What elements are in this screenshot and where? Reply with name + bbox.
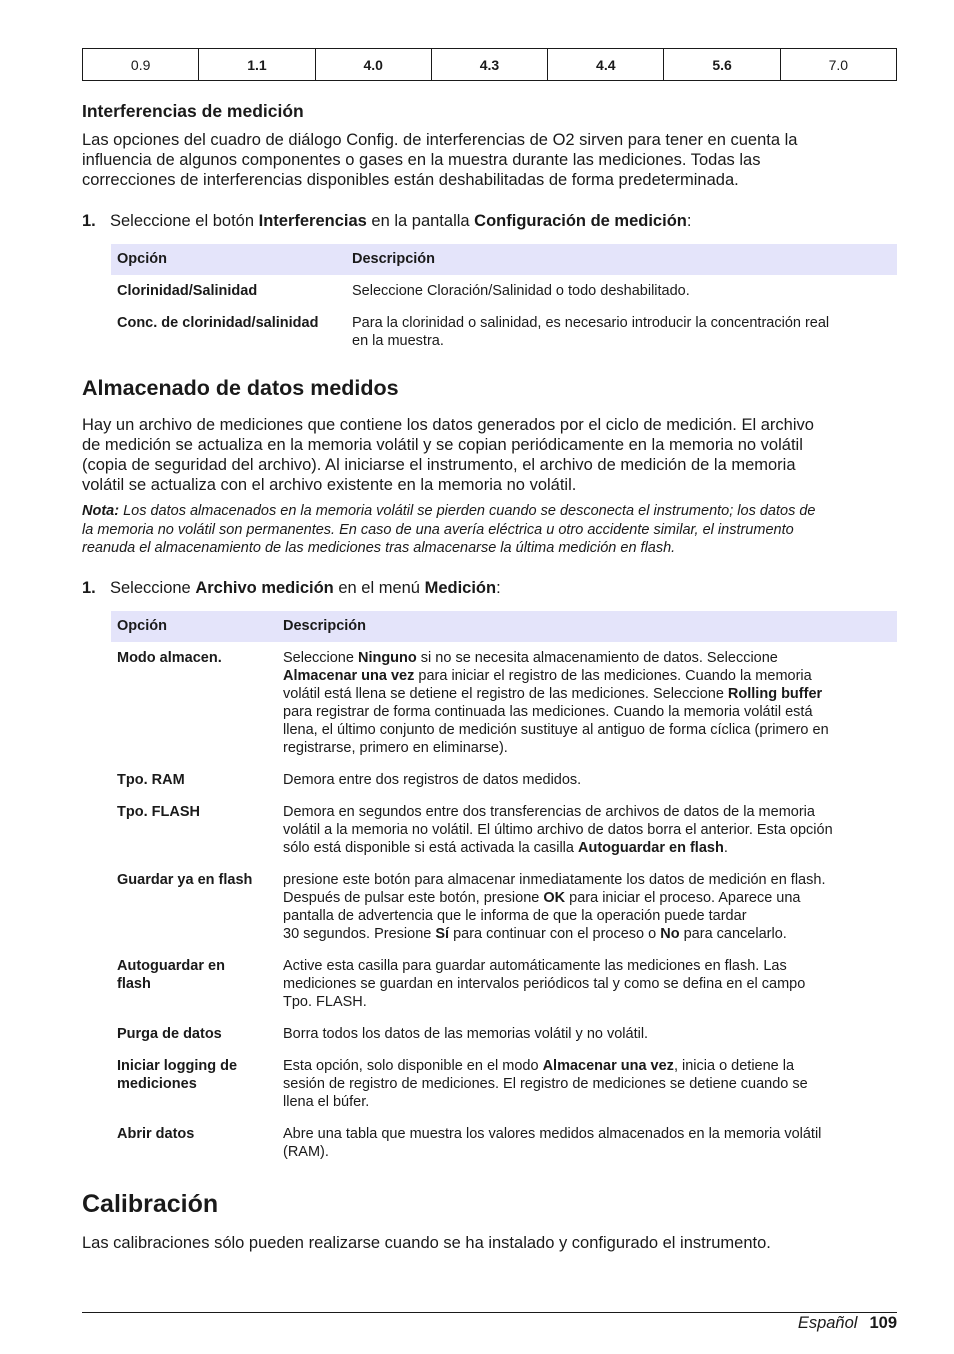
text-segment: para continuar con el proceso o [449, 926, 661, 942]
option-name: Conc. de clorinidad/salinidad [117, 315, 319, 331]
text-segment: , inicia o detiene la [673, 1058, 795, 1074]
value-cell: 4.3 [431, 49, 547, 81]
interferences-option-table [111, 244, 897, 357]
text-line: Iniciar logging de [117, 1058, 238, 1074]
text-segment: 30 segundos. Presione [283, 926, 436, 942]
text-line [283, 685, 891, 703]
text-line [283, 975, 891, 993]
text-line: correcciones de interferencias disponibles están deshabilitadas de forma predeterminada. [82, 171, 739, 189]
page-footer [798, 1313, 897, 1333]
text-line: influencia de algunos componentes o gases en la muestra durante las mediciones. Todas las [82, 151, 761, 169]
text-segment: Borra todos los datos de las memorias volátil y no volátil. [283, 1026, 649, 1042]
step-number: 1. [82, 212, 96, 230]
text-segment: sesión de registro de mediciones. El registro de mediciones se detiene cuando se [283, 1076, 808, 1092]
column-header: Descripción [346, 244, 897, 275]
text-line [283, 1075, 891, 1093]
text-line: mediciones [117, 1076, 197, 1092]
text-segment: (RAM). [283, 1144, 329, 1160]
bold-term: Rolling buffer [727, 686, 823, 702]
text-line [283, 703, 891, 721]
text-line [283, 889, 891, 907]
table-row [111, 864, 897, 950]
text-segment: para registrar de forma continuada las mediciones. Cuando la memoria volátil está [283, 704, 813, 720]
value-cell: 4.0 [315, 49, 431, 81]
text-line [283, 993, 891, 1011]
table-header-row [111, 244, 897, 275]
text-line [283, 771, 891, 789]
table-row [111, 642, 897, 764]
text-line: Para la clorinidad o salinidad, es necesario introducir la concentración real [352, 315, 830, 331]
calibration-paragraph: Las calibraciones sólo pueden realizarse cuando se ha instalado y configurado el instrumento. [82, 1234, 771, 1252]
text-line: en la muestra. [352, 333, 444, 349]
text-segment: para iniciar el registro de las mediciones. Cuando la memoria [414, 668, 812, 684]
text-line: Las opciones del cuadro de diálogo Config. de interferencias de O2 sirven para tener en cuenta la [82, 131, 798, 149]
text-line [283, 1025, 891, 1043]
option-description [277, 1118, 897, 1168]
text-segment: para cancelarlo. [679, 926, 787, 942]
text-line: Tpo. FLASH [117, 804, 200, 820]
storage-paragraph [82, 415, 897, 495]
column-header: Descripción [277, 611, 897, 642]
option-name [111, 796, 277, 864]
text-line [283, 907, 891, 925]
table-row [111, 796, 897, 864]
option-description [277, 864, 897, 950]
text-segment: mediciones se guardan en intervalos periódicos tal y como se defina en el campo [283, 976, 806, 992]
text-segment: volátil está llena se detiene el registro de las mediciones. Seleccione [283, 686, 728, 702]
text-line [283, 1143, 891, 1161]
text-segment: . [723, 840, 728, 856]
table-row [111, 275, 897, 307]
bold-term: Autoguardar en flash [578, 840, 724, 856]
interferences-step [82, 211, 897, 231]
option-description [346, 307, 897, 357]
step-text: Seleccione [110, 579, 196, 597]
note-text: Los datos almacenados en la memoria volátil se pierden cuando se desconecta el instrumento; los datos de [119, 503, 816, 519]
text-line [283, 957, 891, 975]
table-row [111, 307, 897, 357]
step-bold: Configuración de medición [474, 212, 687, 230]
footer-divider [82, 1312, 897, 1313]
text-segment: sólo está disponible si está activada la casilla [283, 840, 578, 856]
step-text: en el menú [333, 579, 425, 597]
value-cell: 4.4 [548, 49, 664, 81]
storage-heading: Almacenado de datos medidos [82, 376, 399, 400]
text-line: Autoguardar en [117, 958, 225, 974]
bold-term: Ninguno [357, 650, 417, 666]
table-row [111, 950, 897, 1018]
option-name [111, 1118, 277, 1168]
text-segment: para iniciar el proceso. Aparece una [565, 890, 801, 906]
text-line [283, 649, 891, 667]
page-number: 109 [869, 1314, 897, 1332]
table-row [111, 1018, 897, 1050]
column-header: Opción [111, 244, 346, 275]
text-line [283, 721, 891, 739]
text-line: Modo almacen. [117, 650, 222, 666]
option-name [111, 950, 277, 1018]
value-table [82, 48, 897, 81]
bold-term: No [660, 926, 680, 942]
text-line: la memoria no volátil son permanentes. En caso de una avería eléctrica u otro accidente similar, el instrumento [82, 521, 794, 538]
bold-term: Almacenar una vez [542, 1058, 674, 1074]
storage-step [82, 578, 897, 598]
option-name [111, 642, 277, 764]
step-bold: Archivo medición [195, 579, 334, 597]
text-line [283, 1093, 891, 1111]
text-segment: presione este botón para almacenar inmediatamente los datos de medición en flash. [283, 872, 826, 888]
option-description [346, 275, 897, 307]
option-name [111, 764, 277, 796]
option-description [277, 950, 897, 1018]
option-description [277, 642, 897, 764]
text-segment: si no se necesita almacenamiento de datos. Seleccione [416, 650, 778, 666]
text-segment: Abre una tabla que muestra los valores medidos almacenados en la memoria volátil [283, 1126, 822, 1142]
value-row [83, 49, 897, 81]
text-line: Tpo. RAM [117, 772, 185, 788]
value-cell: 5.6 [664, 49, 780, 81]
text-line: Seleccione Cloración/Salinidad o todo deshabilitado. [352, 283, 690, 299]
text-segment: Active esta casilla para guardar automáticamente las mediciones en flash. Las [283, 958, 787, 974]
text-segment: Después de pulsar este botón, presione [283, 890, 544, 906]
table-row [111, 1050, 897, 1118]
text-segment: Demora en segundos entre dos transferencias de archivos de datos de la memoria [283, 804, 815, 820]
text-segment: Seleccione [283, 650, 358, 666]
option-description [277, 796, 897, 864]
option-name [111, 864, 277, 950]
text-line [283, 871, 891, 889]
text-segment: Demora entre dos registros de datos medidos. [283, 772, 582, 788]
value-cell: 1.1 [199, 49, 315, 81]
step-bold: Medición [424, 579, 497, 597]
option-name: Clorinidad/Salinidad [117, 283, 258, 299]
text-line [283, 839, 891, 857]
text-line [283, 739, 891, 757]
column-header: Opción [111, 611, 277, 642]
text-segment: pantalla de advertencia que le informa de que la operación puede tardar [283, 908, 747, 924]
step-text: en la pantalla [366, 212, 475, 230]
text-line: volátil se actualiza con el archivo existente en la memoria no volátil. [82, 476, 577, 494]
text-line [283, 1057, 891, 1075]
text-segment: Tpo. FLASH. [283, 994, 367, 1010]
storage-option-table [111, 611, 897, 1168]
text-line: Purga de datos [117, 1026, 222, 1042]
option-description [277, 764, 897, 796]
interferences-paragraph [82, 130, 897, 190]
text-line [82, 502, 897, 521]
text-segment: llena, el último conjunto de medición sustituye al antiguo de forma cíclica (primero en [283, 722, 829, 738]
step-text: Seleccione el botón [110, 212, 259, 230]
text-segment: llena el búfer. [283, 1094, 370, 1110]
text-line: Guardar ya en flash [117, 872, 253, 888]
text-line: de medición se actualiza en la memoria volátil y se copian periódicamente en la memoria no volátil [82, 436, 803, 454]
note-label: Nota: [82, 503, 120, 519]
storage-note [82, 502, 897, 558]
text-line [283, 925, 891, 943]
text-line: (copia de seguridad del archivo). Al iniciarse el instrumento, el archivo de medición de la memoria [82, 456, 796, 474]
table-row [111, 1118, 897, 1168]
text-line: Abrir datos [117, 1126, 195, 1142]
step-text: : [496, 579, 501, 597]
option-name [111, 1018, 277, 1050]
option-description [277, 1018, 897, 1050]
bold-term: OK [543, 890, 566, 906]
text-segment: registrarse, primero en eliminarse). [283, 740, 508, 756]
text-line: Hay un archivo de mediciones que contiene los datos generados por el ciclo de medición. El archivo [82, 416, 814, 434]
option-name [111, 1050, 277, 1118]
text-segment: volátil a la memoria no volátil. El último archivo de datos borra el anterior. Esta opción [283, 822, 833, 838]
value-cell: 7.0 [780, 49, 896, 81]
step-number: 1. [82, 579, 96, 597]
table-header-row [111, 611, 897, 642]
text-line [283, 667, 891, 685]
table-row [111, 764, 897, 796]
calibration-heading: Calibración [82, 1190, 219, 1218]
text-line [283, 1125, 891, 1143]
text-line [283, 803, 891, 821]
step-bold: Interferencias [258, 212, 367, 230]
step-text: : [686, 212, 692, 230]
bold-term: Sí [435, 926, 450, 942]
text-line [283, 821, 891, 839]
bold-term: Almacenar una vez [283, 668, 415, 684]
footer-language: Español [797, 1314, 858, 1332]
text-line: reanuda el almacenamiento de las mediciones tras almacenarse la última medición en flash. [82, 540, 676, 556]
interferences-heading: Interferencias de medición [82, 101, 304, 121]
text-line: flash [117, 976, 151, 992]
value-cell: 0.9 [83, 49, 199, 81]
option-description [277, 1050, 897, 1118]
text-segment: Esta opción, solo disponible en el modo [283, 1058, 543, 1074]
